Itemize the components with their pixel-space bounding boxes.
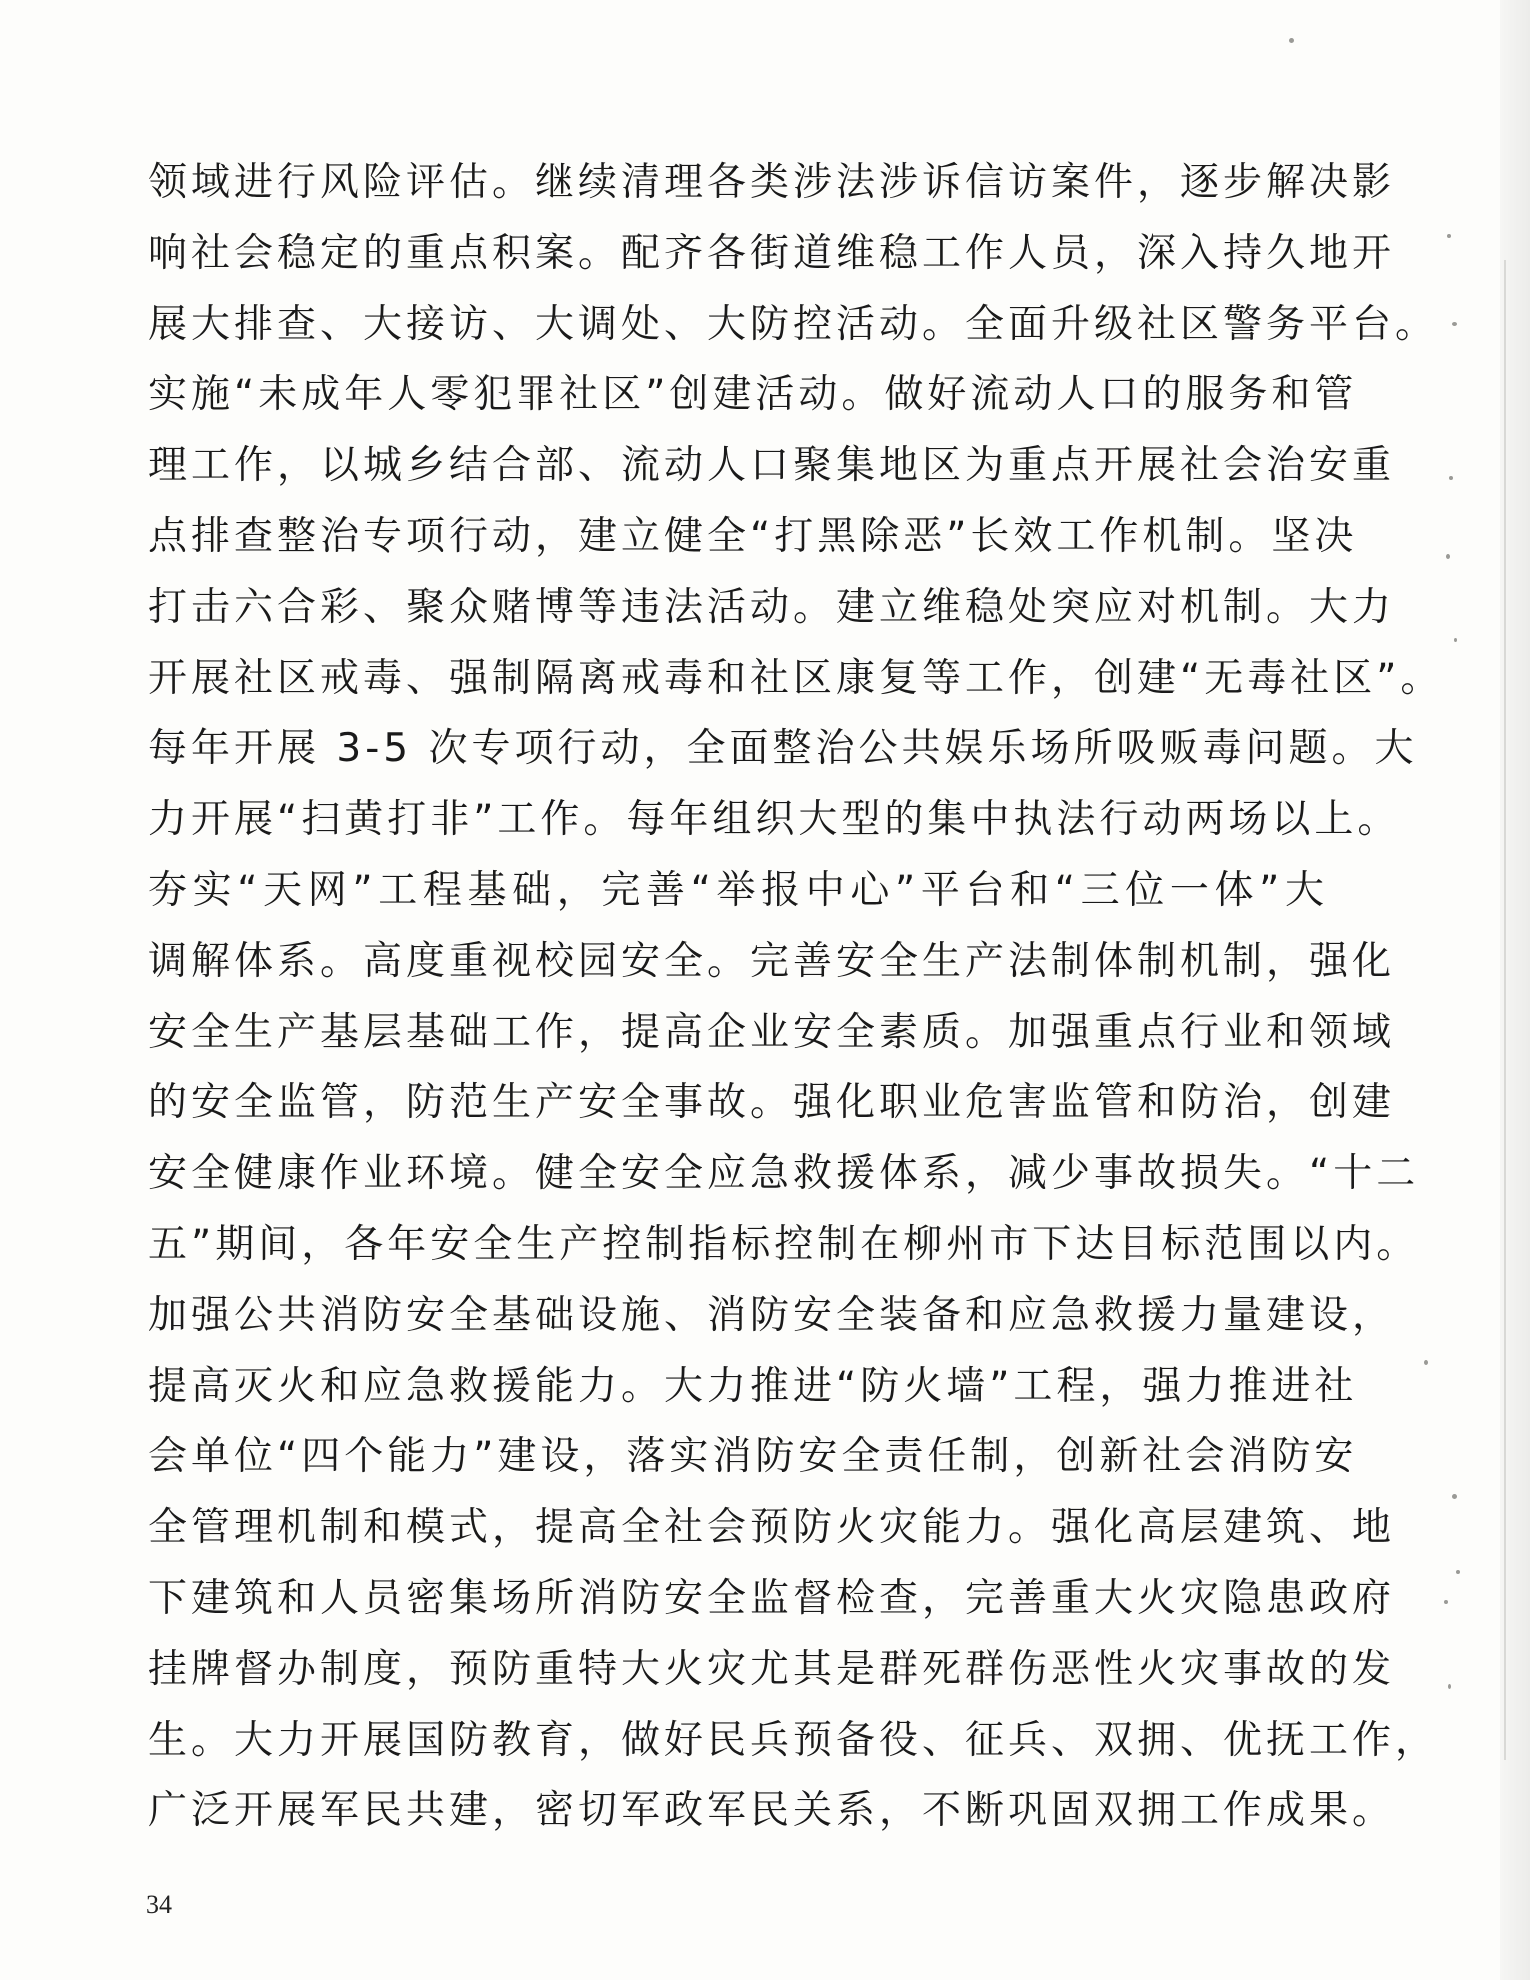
text-line: 的安全监管，防范生产安全事故。强化职业危害监管和防治，创建 (148, 1080, 1396, 1126)
scan-speck (1456, 1570, 1460, 1574)
page-number: 34 (146, 1890, 172, 1919)
text-line: 全管理机制和模式，提高全社会预防火灾能力。强化高层建筑、地 (148, 1505, 1396, 1551)
text-line: 开展社区戒毒、强制隔离戒毒和社区康复等工作，创建“无毒社区”。 (148, 655, 1444, 701)
page-edge-ridge (1504, 260, 1506, 1760)
scan-speck (1444, 1600, 1448, 1604)
text-line: 理工作，以城乡结合部、流动人口聚集地区为重点开展社会治安重 (148, 443, 1396, 489)
text-line: 力开展“扫黄打非”工作。每年组织大型的集中执法行动两场以上。 (148, 797, 1401, 843)
text-line: 挂牌督办制度，预防重特大火灾尤其是群死群伤恶性火灾事故的发 (148, 1646, 1396, 1692)
scan-speck (1447, 234, 1451, 238)
scan-speck (1289, 38, 1294, 43)
text-line: 点排查整治专项行动，建立健全“打黑除恶”长效工作机制。坚决 (148, 513, 1358, 559)
text-line: 生。大力开展国防教育，做好民兵预备役、征兵、双拥、优抚工作， (148, 1717, 1439, 1763)
text-line: 会单位“四个能力”建设，落实消防安全责任制，创新社会消防安 (148, 1434, 1358, 1480)
scan-speck (1424, 1360, 1428, 1365)
scan-speck (1452, 1494, 1457, 1499)
text-line: 夯实“天网”工程基础，完善“举报中心”平台和“三位一体”大 (148, 867, 1328, 913)
text-line: 领域进行风险评估。继续清理各类涉法涉诉信访案件，逐步解决影 (148, 160, 1396, 205)
text-line: 实施“未成年人零犯罪社区”创建活动。做好流动人口的服务和管 (148, 372, 1358, 418)
text-line: 展大排查、大接访、大调处、大防控活动。全面升级社区警务平台。 (148, 301, 1439, 347)
text-line: 下建筑和人员密集场所消防安全监督检查，完善重大火灾隐患政府 (148, 1575, 1396, 1621)
scan-speck (1446, 554, 1450, 559)
text-line: 调解体系。高度重视校园安全。完善安全生产法制体制机制，强化 (148, 938, 1396, 984)
text-line: 广泛开展军民共建，密切军政军民关系，不断巩固双拥工作成果。 (148, 1788, 1396, 1834)
text-line: 加强公共消防安全基础设施、消防安全装备和应急救援力量建设， (148, 1292, 1396, 1338)
page-edge-shadow (1500, 0, 1530, 1980)
text-line: 打击六合彩、聚众赌博等违法活动。建立维稳处突应对机制。大力 (148, 584, 1396, 630)
text-line: 安全生产基层基础工作，提高企业安全素质。加强重点行业和领域 (148, 1009, 1396, 1055)
scan-speck (1448, 1684, 1451, 1689)
body-text (148, 148, 1444, 1847)
text-line: 每年开展 3-5 次专项行动，全面整治公共娱乐场所吸贩毒问题。大 (148, 726, 1418, 772)
text-line: 响社会稳定的重点积案。配齐各街道维稳工作人员，深入持久地开 (148, 230, 1396, 276)
text-line: 提高灭火和应急救援能力。大力推进“防火墙”工程，强力推进社 (148, 1363, 1358, 1409)
scan-speck (1449, 476, 1453, 480)
scan-speck (1452, 322, 1457, 326)
scan-speck (1454, 638, 1457, 642)
text-line: 五”期间，各年安全生产控制指标控制在柳州市下达目标范围以内。 (148, 1221, 1420, 1267)
text-line: 安全健康作业环境。健全安全应急救援体系，减少事故损失。“十二 (148, 1151, 1420, 1197)
